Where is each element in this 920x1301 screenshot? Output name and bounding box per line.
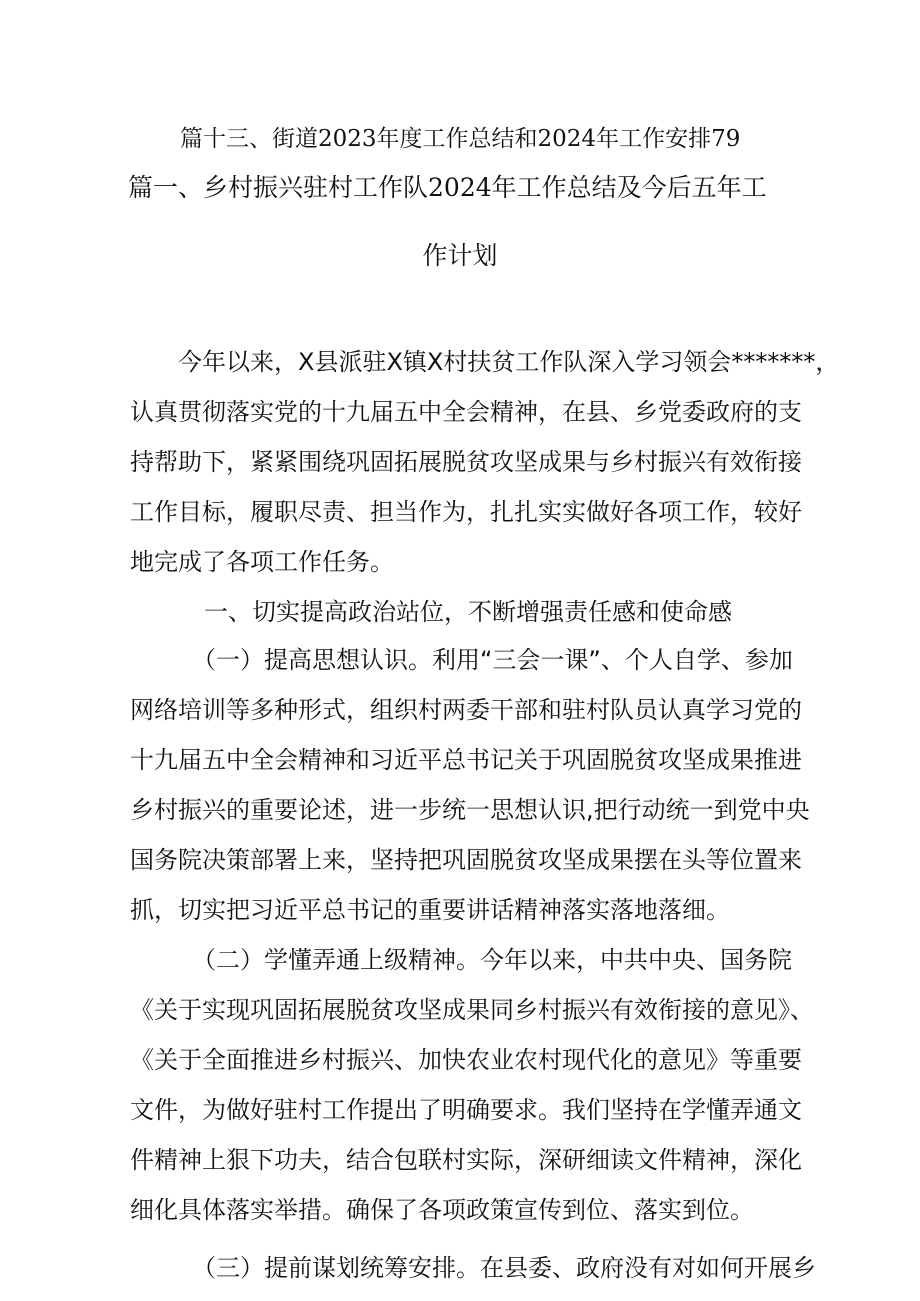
section-1-heading: 一、切实提高政治站位，不断增强责任感和使命感 [204, 598, 732, 626]
para2-line-2: 《关于实现巩固拓展脱贫攻坚成果同乡村振兴有效衔接的意见》、 [130, 996, 814, 1024]
para2-line-1: （二）学懂弄通上级精神。今年以来，中共中央、国务院 [192, 946, 792, 974]
para1-line-2: 网络培训等多种形式，组织村两委干部和驻村队员认真学习党的 [130, 696, 802, 724]
para1-line-3: 十九届五中全会精神和习近平总书记关于巩固脱贫攻坚成果推进 [130, 746, 802, 774]
intro-line-1: 今年以来，X县派驻X镇X村扶贫工作队深入学习领会*******， [178, 348, 840, 376]
toc-entry: 篇十三、街道2023年度工作总结和2024年工作安排79 [180, 126, 741, 152]
para2-line-4: 文件，为做好驻村工作提出了明确要求。我们坚持在学懂弄通文 [130, 1096, 802, 1124]
intro-line-3: 持帮助下，紧紧围绕巩固拓展脱贫攻坚成果与乡村振兴有效衔接 [130, 448, 802, 476]
intro-line-4: 工作目标，履职尽责、担当作为，扎扎实实做好各项工作，较好 [130, 498, 802, 526]
document-title-line-1: 篇一、乡村振兴驻村工作队2024年工作总结及今后五年工 [128, 173, 767, 202]
intro-line-2: 认真贯彻落实党的十九届五中全会精神，在县、乡党委政府的支 [130, 398, 802, 426]
para1-line-1: （一）提高思想认识。利用“三会一课”、个人自学、参加 [192, 646, 793, 674]
para3-line-1: （三）提前谋划统筹安排。在县委、政府没有对如何开展乡 [192, 1254, 816, 1282]
para1-line-4: 乡村振兴的重要论述，进一步统一思想认识,把行动统一到党中央 [130, 796, 810, 824]
document-title-line-2: 作计划 [422, 241, 498, 270]
para1-line-5: 国务院决策部署上来，坚持把巩固脱贫攻坚成果摆在头等位置来 [130, 846, 802, 874]
para1-line-6: 抓，切实把习近平总书记的重要讲话精神落实落地落细。 [130, 896, 730, 924]
para2-line-6: 细化具体落实举措。确保了各项政策宣传到位、落实到位。 [130, 1196, 754, 1224]
para2-line-3: 《关于全面推进乡村振兴、加快农业农村现代化的意见》等重要 [130, 1046, 802, 1074]
para2-line-5: 件精神上狠下功夫，结合包联村实际，深研细读文件精神，深化 [130, 1146, 802, 1174]
intro-line-5: 地完成了各项工作任务。 [130, 548, 394, 576]
